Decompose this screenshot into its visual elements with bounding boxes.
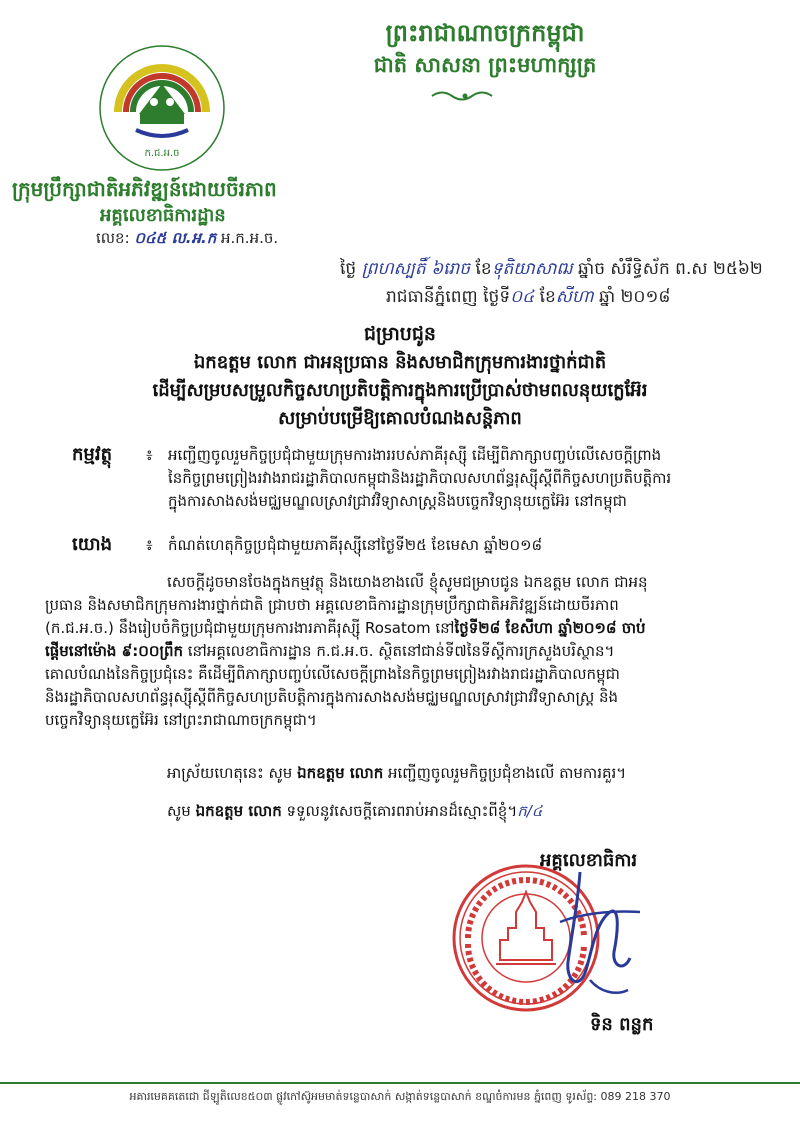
lunar-day-hand: ព្រហស្បតិ៍ ៦រោច [361,259,471,279]
council-logo [96,42,228,174]
secretariat-name: អគ្គលេខាធិការដ្ឋាន [100,205,226,226]
body-line-1: សេចក្ដីដូចមានចែងក្នុងកម្មវត្ថុ និងយោងខាងលើ ខ្ញុំសូមជម្រាបជូន ឯកឧត្តម លោក ជាអនុ [167,573,648,591]
recipient-heading: ជម្រាបជូន [364,323,436,345]
footer-divider [0,1082,800,1084]
reference-colon: ៖ [146,536,153,554]
reference-number [96,229,278,251]
solar-prefix: រាជធានីភ្នំពេញ ថ្ងៃទី [386,287,511,307]
signatory-title: អគ្គលេខាធិការ [540,850,638,871]
closing-2b: ឯកឧត្តម លោក [195,802,282,820]
footer-address: អគារមេគគតេជោ ជីឡូតិលេខ៥០៣ ផ្លូវកៅស៊ូអមមាត់ទន្លេបាសាក់ សង្កាត់ទន្លេបាសាក់ ខណ្ឌចំការមន ភ្នំពេញ ទូរស័ព្ទ: 089 218 370 [129,1090,671,1103]
handwritten-initial: ក/៤ [517,802,543,820]
body-closing-1 [45,762,760,785]
solar-suffix: ឆ្នាំ ២០១៨ [598,287,671,307]
kingdom-motto: ជាតិ សាសនា ព្រះមហាក្សត្រ [373,53,597,77]
kingdom-title: ព្រះរាជាណាចក្រកម្ពុជា [385,19,585,47]
solar-month-hand: សីហា [555,287,594,307]
subject-label: កម្មវត្ថុ [72,444,112,465]
subject-line-1: អញ្ជើញចូលរួមកិច្ចប្រជុំជាមួយក្រុមការងាររបស់ភាគីរុស្ស៊ី ដើម្បីពិភាក្សាបញ្ចប់លើសេចក្ដីព្រាង [168,446,662,464]
ref-prefix: លេខ: [96,229,130,247]
subject-line-3: ក្នុងការសាងសង់មជ្ឈមណ្ឌលស្រាវជ្រាវវិទ្យាសាស្ត្រនិងបច្ចេកវិទ្យានុយក្លេអ៊ែរ នៅកម្ពុជា [168,492,627,510]
body-line-7: បច្ចេកវិទ្យានុយក្លេអ៊ែរ នៅព្រះរាជាណាចក្រកម្ពុជា។ [45,711,317,729]
solar-month-prefix: ខែ [539,287,556,307]
ref-suffix: អ.ក.អ.ច. [221,229,279,247]
solar-date [386,286,670,311]
subject-line-2: នៃកិច្ចព្រមព្រៀងរវាងរាជរដ្ឋាភិបាលកម្ពុជានិងរដ្ឋាភិបាលសហព័ន្ធរុស្ស៊ីស្តីពីកិច្ចសហប្រតិបត្តិការ [168,469,672,487]
signature-icon [520,862,680,1012]
handwritten-signature [520,862,680,1012]
lunar-date [340,258,763,283]
reference-text: កំណត់ហេតុកិច្ចប្រជុំជាមួយភាគីរុស្ស៊ីនៅថ្ងៃទី២៥ ខែមេសា ឆ្នាំ២០១៨ [168,536,543,554]
recipient-line-1: ឯកឧត្តម លោក ជាអនុប្រធាន និងសមាជិកក្រុមការងារថ្នាក់ជាតិ [193,352,607,373]
closing-1a: អាស្រ័យហេតុនេះ សូម [167,764,298,782]
recipient-line-3: សម្រាប់បម្រើឱ្យគោលបំណងសន្តិភាព [278,408,522,429]
council-name: ក្រុមប្រឹក្សាជាតិអភិវឌ្ឍន៍ដោយចីរភាព [12,177,277,201]
lunar-prefix: ថ្ងៃ [340,259,357,279]
recipient-line-2: ដើម្បីសម្របសម្រួលកិច្ចសហប្រតិបត្តិការក្នុងការប្រើប្រាស់ថាមពលនុយក្លេអ៊ែរ [152,380,648,401]
lunar-suffix: ឆ្នាំច សំរឹទ្ធិស័ក ព.ស ២៥៦២ [578,259,763,279]
closing-2c: ទទួលនូវសេចក្ដីគោរពរាប់អានដ៏ស្មោះពីខ្ញុំ។ [281,802,518,820]
logo-abbr: ក.ជ.អ.ច [144,148,180,159]
body-closing-2 [45,800,760,823]
lunar-month-hand: ទុតិយាសាឍ [491,259,573,279]
ornament-icon [430,89,500,103]
signatory-name: ទិន ពន្លក [590,1014,654,1035]
body-line-5: គោលបំណងនៃកិច្ចប្រជុំនេះ គឺដើម្បីពិភាក្សាបញ្ចប់លើសេចក្តីព្រាងនៃកិច្ចព្រមព្រៀងរវាងរាជរដ្ឋាភិបាលកម្ពុជា [45,665,620,683]
meeting-time-bold: ផ្ដើមនៅម៉ោង ៩:០០ព្រឹក [45,642,184,660]
body-line-3 [45,617,760,640]
ncsd-logo-icon [96,42,228,174]
closing-2a: សូម [167,802,196,820]
solar-day-hand: ០៤ [510,287,535,307]
closing-1c: អញ្ជើញចូលរួមកិច្ចប្រជុំខាងលើ តាមការគួរ។ [383,764,627,782]
meeting-date-bold: ថ្ងៃទី២៨ ខែសីហា ឆ្នាំ២០១៨ ចាប់ [454,619,646,637]
subject-colon: ៖ [146,446,153,464]
body-line-4b: នៅអគ្គលេខាធិការដ្ឋាន ក.ជ.អ.ច. ស្ថិតនៅជាន់ទី៧នៃទីស្តីការក្រសួងបរិស្ថាន។ [183,642,615,660]
header-ornament [430,84,500,108]
body-line-2: ប្រធាន និងសមាជិកក្រុមការងារថ្នាក់ជាតិ ជ្រាបថា អគ្គលេខាធិការដ្ឋានក្រុមប្រឹក្សាជាតិអភិវឌ្ឍន៍ដោយចីរភាព [45,596,619,614]
ref-handwritten: ០៤៥ ល.អ.ក [134,229,217,247]
body-line-6: និងរដ្ឋាភិបាលសហព័ន្ធរុស្ស៊ីស្តីពីកិច្ចសហប្រតិបត្តិការក្នុងការសាងសង់មជ្ឈមណ្ឌលស្រាវជ្រាវវិទ្យាសាស្ត្រ និង [45,688,619,706]
body-line-3a: (ក.ជ.អ.ច.) នឹងរៀបចំកិច្ចប្រជុំជាមួយក្រុមការងារភាគីរុស្ស៊ី Rosatom នៅ [45,619,455,637]
lunar-month-prefix: ខែ [475,259,492,279]
reference-label: យោង [72,534,112,555]
body-line-4 [45,640,760,663]
closing-1b: ឯកឧត្តម លោក [297,764,384,782]
